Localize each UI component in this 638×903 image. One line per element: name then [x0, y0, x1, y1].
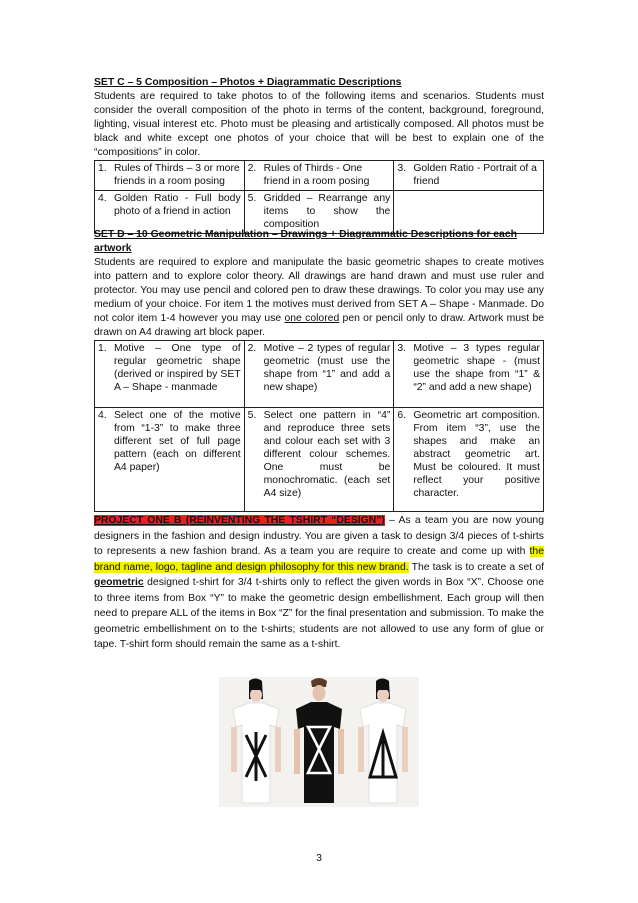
item-text: Motive – 2 types of regular geometric (must use the shape from “1” and add a new shape)	[263, 343, 391, 393]
set-c-heading: SET C – 5 Composition – Photos + Diagrammatic Descriptions	[94, 77, 402, 88]
table-cell	[95, 341, 245, 408]
table-row	[95, 408, 544, 512]
tshirt-models-illustration	[219, 677, 419, 807]
project-text: – As a team you are now young designers in the fashion and design industry. You are given a task to design 3/4 pieces of t-shirts to represents a new fashion brand. As a team you are require to create and come up with	[94, 515, 544, 557]
underlined-text: one colored	[284, 313, 340, 324]
table-cell	[394, 341, 544, 408]
item-text: Golden Ratio - Portrait of a friend	[413, 163, 537, 187]
item-number: 2.	[247, 343, 257, 354]
table-cell	[394, 161, 544, 191]
description-text: Students are required to explore and manipulate the basic geometric shapes to create motives into pattern and to explore color theory. All drawings are hand drawn and must use ruler and protector. You may use pencil and colored pen to draw these drawings. To color you may use any medium of your choice. For item 1 the motives must derived from SET A – Shape - Manmade. Do not color item 1-4 however you may use	[94, 257, 544, 324]
table-row	[95, 161, 544, 191]
table-cell	[244, 408, 394, 512]
set-d-section	[94, 228, 544, 512]
set-d-heading: SET D – 10 Geometric Manipulation – Drawings + Diagrammatic Descriptions for each artwork	[94, 229, 517, 254]
item-text: Geometric art composition. From item “3”, use the shapes and make an abstract geometric art. Must be coloured. It must reflect your positive character.	[413, 410, 540, 499]
item-number: 4.	[98, 410, 107, 421]
item-number: 4.	[98, 193, 107, 204]
item-number: 5.	[247, 193, 257, 204]
project-section	[94, 513, 544, 653]
item-text: Gridded – Rearrange any items to show the composition	[263, 193, 391, 230]
item-text: Select one of the motive from “1-3” to make three different set of full page pattern (each on different A4 paper)	[114, 410, 241, 473]
emphasized-word: geometric	[94, 577, 144, 588]
tshirt-models-photo	[219, 677, 419, 807]
page-number: 3	[316, 852, 322, 864]
table-cell	[95, 408, 245, 512]
table-cell	[244, 341, 394, 408]
project-text: designed t-shirt for 3/4 t-shirts only to reflect the given words in Box “X”. Choose one to three items from Box “Y” to make the geometric design embellishment. Each group will then need to prepare ALL of the items in Box “Z” for the final presentation and submission. To make the geometric embellishment on to the t-shirts; students are not allowed to use any form of glue or tape. T-shirt form should remain the same as a t-shirt.	[94, 577, 544, 650]
item-text: Motive – 3 types regular geometric shape - (must use the shape from “1” & “2” and add a new shape)	[413, 343, 540, 393]
item-number: 6.	[397, 410, 406, 421]
item-number: 1.	[98, 343, 107, 354]
set-c-table	[94, 160, 544, 234]
table-cell	[244, 161, 394, 191]
description-text: pen or pencil only to draw. Artwork must be drawn on A4 drawing art block paper.	[94, 313, 545, 338]
item-number: 3.	[397, 163, 406, 174]
table-row	[95, 341, 544, 408]
item-text: Motive – One type of regular geometric shape (derived or inspired by SET A – Shape - manmade	[114, 343, 241, 393]
highlighted-text: the brand name, logo, tagline and design philosophy for this new brand.	[94, 546, 544, 573]
set-c-description: Students are required to take photos to of the following items and scenarios. Students must consider the overall composition of the photo in terms of the content, background, foreground, lighting, visual interest etc. Photo must be pleasing and artistically composed. All photos must be black and white except one photos of your choice that will be best to explain one of the “compositions” in color.	[94, 91, 544, 158]
item-number: 5.	[247, 410, 257, 421]
project-title: PROJECT ONE B (REINVENTING THE TSHIRT “DESIGN”)	[94, 515, 385, 526]
table-cell	[394, 408, 544, 512]
item-text: Rules of Thirds - One friend in a room posing	[263, 163, 370, 187]
item-number: 1.	[98, 163, 107, 174]
set-d-table	[94, 340, 544, 512]
set-c-section	[94, 76, 544, 234]
project-text: The task is to create a set of	[408, 561, 544, 573]
item-text: Rules of Thirds – 3 or more friends in a room posing	[114, 163, 240, 187]
set-d-description	[94, 256, 544, 340]
item-number: 3.	[397, 343, 406, 354]
item-text: Golden Ratio - Full body photo of a friend in action	[114, 193, 241, 217]
item-text: Select one pattern in “4” and reproduce three sets and colour each set with 3 different colour schemes. One must be monochromatic. (each set A4 size)	[263, 410, 391, 499]
item-number: 2.	[247, 163, 257, 174]
table-cell	[95, 161, 245, 191]
